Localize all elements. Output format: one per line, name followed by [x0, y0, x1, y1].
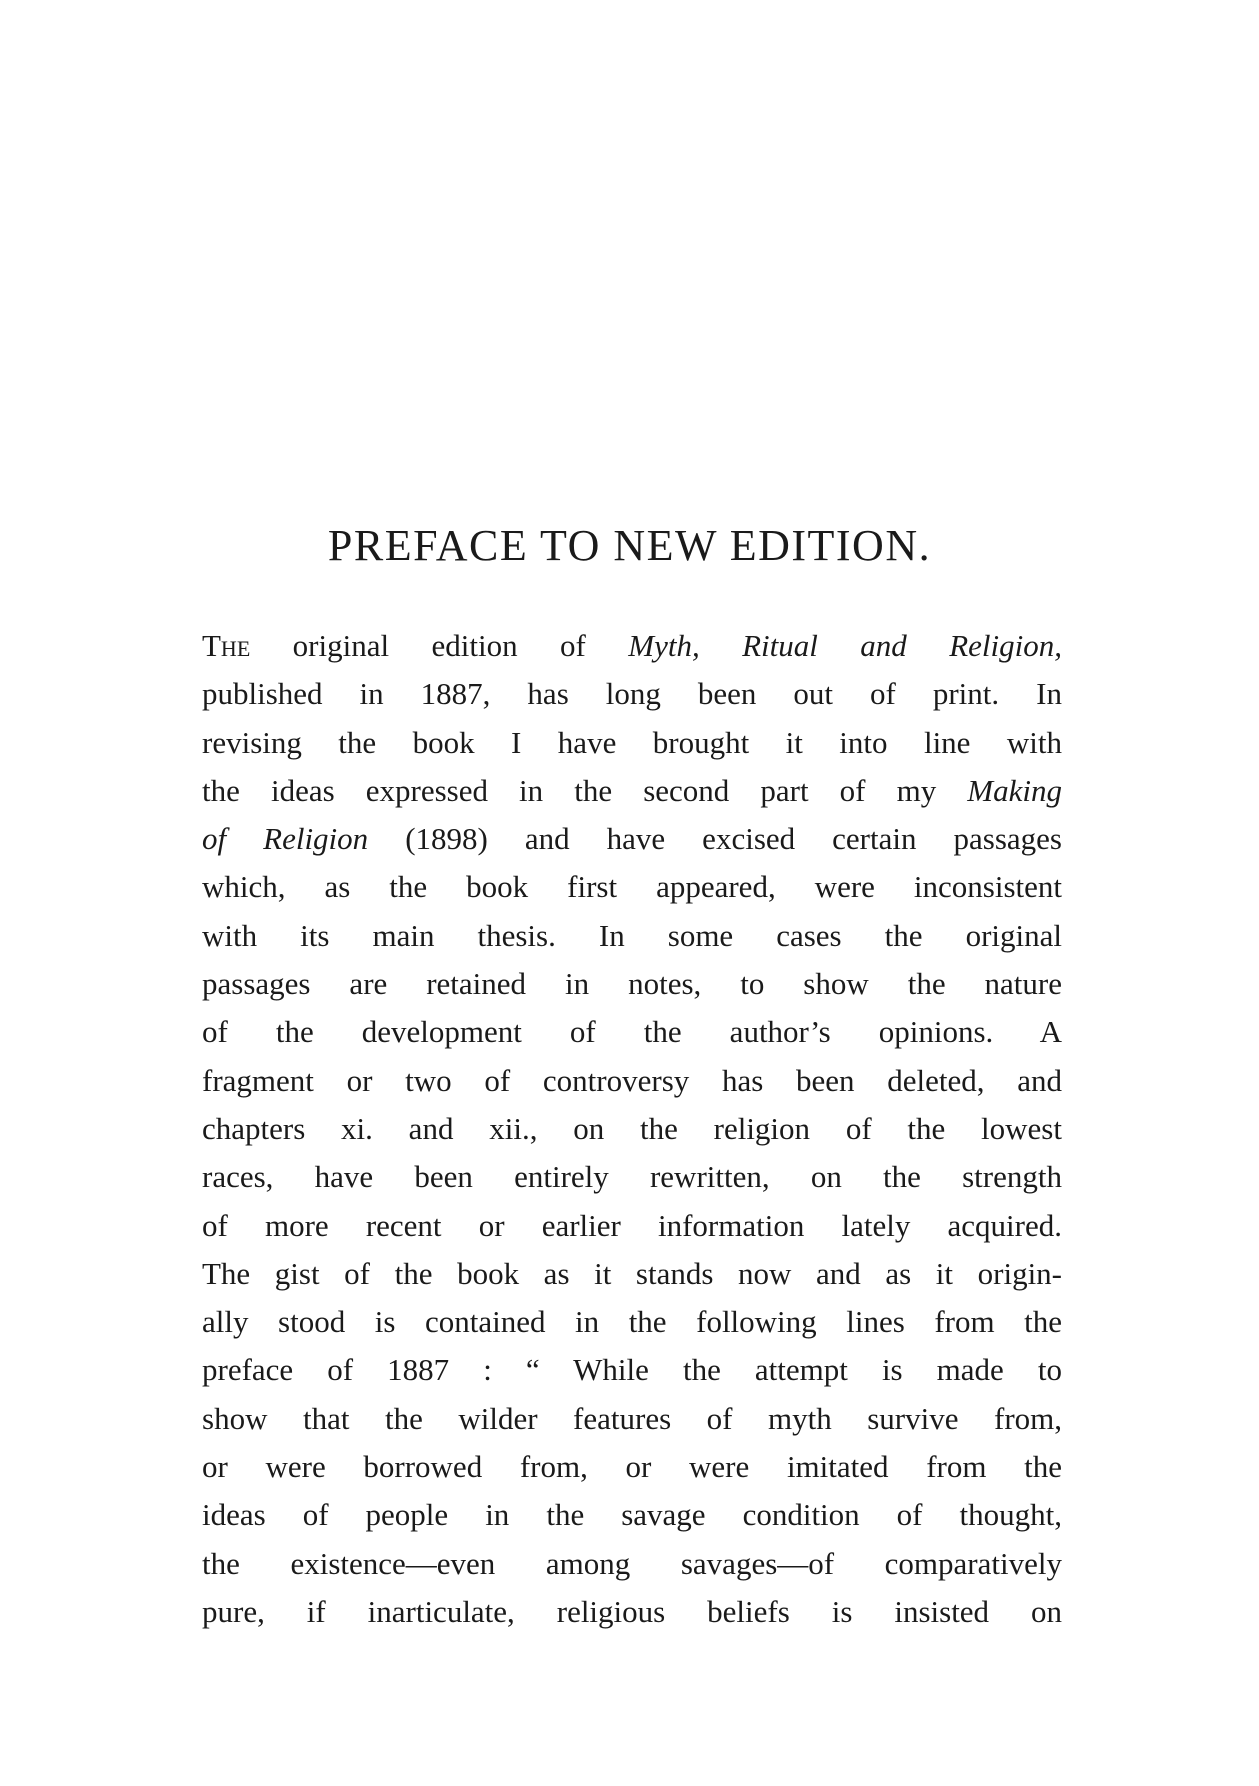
- text-line: [202, 1008, 1062, 1056]
- text-run: races, have been entirely rewritten, on the strength: [202, 1159, 1062, 1195]
- text-line: [202, 815, 1062, 863]
- text-run: of the development of the author’s opinions. A: [202, 1014, 1062, 1050]
- text-run: published in 1887, has long been out of print. In: [202, 676, 1062, 712]
- text-line: [202, 767, 1062, 815]
- text-run: fragment or two of controversy has been deleted, and: [202, 1062, 1062, 1098]
- italic-title: Myth, Ritual and Religion,: [628, 628, 1063, 663]
- italic-title: of Religion: [202, 821, 369, 857]
- text-line: [202, 1105, 1062, 1153]
- text-run: the ideas expressed in the second part of my: [202, 772, 968, 808]
- preface-body: [202, 622, 1062, 1636]
- text-line: [202, 622, 1062, 670]
- text-line: [202, 1346, 1062, 1394]
- text-run: The gist of the book as it stands now and as it origin-: [202, 1255, 1062, 1291]
- text-line: [202, 1443, 1062, 1491]
- text-line: [202, 1057, 1062, 1105]
- italic-title: Making: [967, 772, 1062, 808]
- text-run: show that the wilder features of myth survive from,: [202, 1400, 1062, 1436]
- page-title: PREFACE TO NEW EDITION.: [327, 521, 932, 570]
- text-run: which, as the book first appeared, were inconsistent: [202, 869, 1062, 905]
- text-line: [202, 670, 1062, 718]
- text-line: [202, 1298, 1062, 1346]
- text-line: [202, 1395, 1062, 1443]
- text-run: ally stood is contained in the following lines from the: [202, 1304, 1062, 1340]
- text-run: or were borrowed from, or were imitated from the: [202, 1449, 1062, 1485]
- text-line: [202, 960, 1062, 1008]
- text-line: [202, 912, 1062, 960]
- text-run: original edition of: [250, 628, 629, 663]
- text-run: preface of 1887 : “ While the attempt is made to: [202, 1352, 1062, 1388]
- text-run: (1898) and have excised certain passages: [368, 821, 1062, 857]
- text-line: [202, 1153, 1062, 1201]
- text-line: [202, 1202, 1062, 1250]
- text-run: of more recent or earlier information lately acquired.: [202, 1207, 1062, 1243]
- text-line: [202, 1250, 1062, 1298]
- text-run: pure, if inarticulate, religious beliefs is insisted on: [202, 1593, 1062, 1629]
- text-line: [202, 1588, 1062, 1636]
- text-run: ideas of people in the savage condition of thought,: [202, 1497, 1062, 1533]
- text-line: [202, 719, 1062, 767]
- text-line: [202, 1540, 1062, 1588]
- text-run: passages are retained in notes, to show the nature: [202, 966, 1062, 1002]
- text-run: chapters xi. and xii., on the religion of the lowest: [202, 1110, 1062, 1146]
- text-run: the existence—even among savages—of comparatively: [202, 1545, 1062, 1581]
- text-line: [202, 1491, 1062, 1539]
- text-run: revising the book I have brought it into line with: [202, 724, 1062, 760]
- text-line: [202, 863, 1062, 911]
- drop-word: The: [202, 628, 251, 663]
- text-run: with its main thesis. In some cases the original: [202, 917, 1062, 953]
